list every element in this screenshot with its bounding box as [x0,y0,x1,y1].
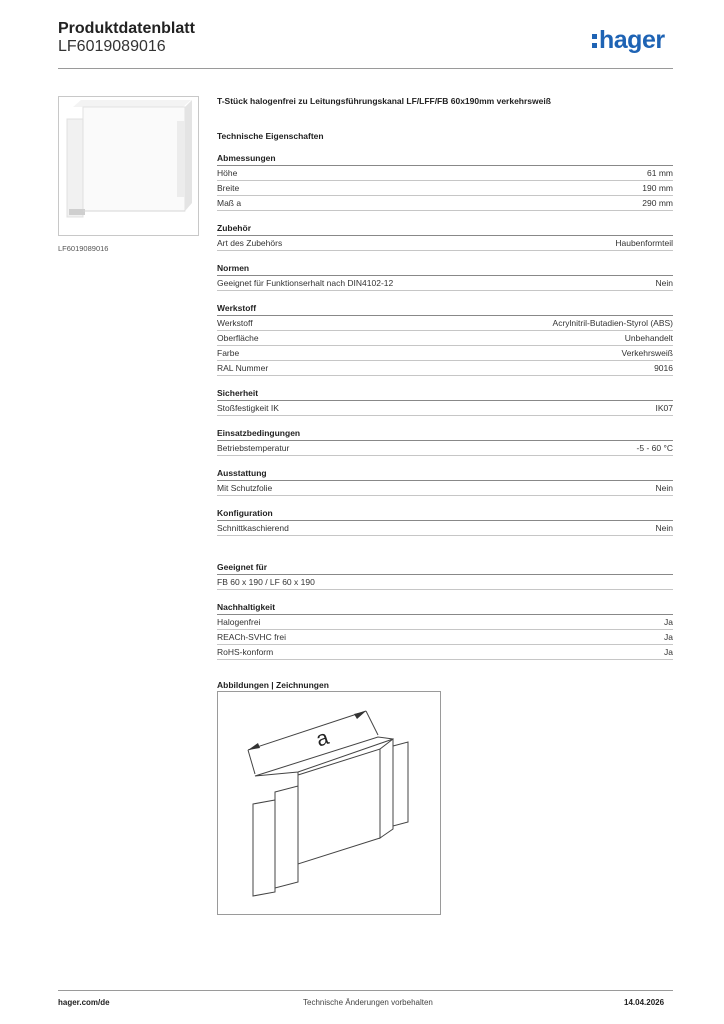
spec-value: 61 mm [647,168,673,178]
section-title: Abmessungen [217,153,673,166]
spec-content [217,96,673,690]
images-heading: Abbildungen | Zeichnungen [217,680,329,690]
spec-value: Nein [655,483,673,493]
spec-label: Art des Zubehörs [217,238,283,248]
spec-value: Nein [655,278,673,288]
spec-row [217,401,673,416]
product-thumbnail [58,96,199,236]
spec-section [217,303,673,376]
section-title: Konfiguration [217,508,673,521]
spec-label: Maß a [217,198,242,208]
spec-label: Halogenfrei [217,617,261,627]
spec-label: FB 60 x 190 / LF 60 x 190 [217,577,315,587]
spec-section [217,388,673,416]
spec-label: Stoßfestigkeit IK [217,403,279,413]
spec-label: RAL Nummer [217,363,269,373]
spec-row [217,361,673,376]
spec-label: Farbe [217,348,240,358]
section-title: Normen [217,263,673,276]
spec-row [217,441,673,456]
spec-section [217,263,673,291]
product-description: T-Stück halogenfrei zu Leitungsführungskanal LF/LFF/FB 60x190mm verkehrsweiß [217,96,551,106]
page-title: Produktdatenblatt [58,20,195,37]
spec-label: Mit Schutzfolie [217,483,273,493]
spec-row [217,316,673,331]
spec-row [217,630,673,645]
spec-label: RoHS-konform [217,647,274,657]
spec-section [217,428,673,456]
spec-value: Ja [664,632,673,642]
spec-section [217,602,673,660]
section-title: Werkstoff [217,303,673,316]
hager-logo [592,26,665,54]
spec-row [217,645,673,660]
section-title: Geeignet für [217,562,673,575]
dimension-a-label: a [313,725,332,752]
t-piece-drawing-icon [218,692,440,914]
section-title: Sicherheit [217,388,673,401]
spec-value: Unbehandelt [624,333,673,343]
footer-divider [58,990,673,991]
footer-note: Technische Änderungen vorbehalten [303,998,433,1007]
spec-label: Schnittkaschierend [217,523,289,533]
spec-value: IK07 [655,403,673,413]
spec-row [217,521,673,536]
spec-row [217,346,673,361]
spec-row [217,481,673,496]
product-photo-icon [59,97,198,235]
spec-label: Betriebstemperatur [217,443,290,453]
spec-label: REACh-SVHC frei [217,632,286,642]
spec-value: -5 - 60 °C [636,443,673,453]
footer-website: hager.com/de [58,998,110,1007]
section-title: Einsatzbedingungen [217,428,673,441]
spec-value: Nein [655,523,673,533]
spec-row [217,575,673,590]
footer-date: 14.04.2026 [624,998,665,1007]
product-code: LF6019089016 [58,38,166,55]
spec-value: Ja [664,617,673,627]
spec-row [217,196,673,211]
logo-dots-icon [592,26,597,54]
spec-section [217,508,673,536]
spec-label: Werkstoff [217,318,253,328]
spec-label: Geeignet für Funktionserhalt nach DIN4102-12 [217,278,394,288]
header-divider [58,68,673,69]
spec-row [217,276,673,291]
spec-sections [217,153,673,660]
spec-row [217,181,673,196]
spec-section [217,468,673,496]
spec-label: Oberfläche [217,333,259,343]
spec-value: Acrylnitril-Butadien-Styrol (ABS) [552,318,673,328]
section-title: Zubehör [217,223,673,236]
logo-text: hager [599,26,665,54]
spec-value: 9016 [654,363,673,373]
tech-heading: Technische Eigenschaften [217,131,324,141]
spec-value: 190 mm [642,183,673,193]
spec-value: 290 mm [642,198,673,208]
section-title: Nachhaltigkeit [217,602,673,615]
spec-section [217,562,673,590]
technical-drawing [217,691,441,915]
thumbnail-caption: LF6019089016 [58,244,109,253]
spec-section [217,223,673,251]
spec-row [217,166,673,181]
spec-value: Verkehrsweiß [621,348,673,358]
spec-value: Ja [664,647,673,657]
spec-label: Breite [217,183,240,193]
spec-value: Haubenformteil [615,238,673,248]
spec-row [217,331,673,346]
spec-row [217,236,673,251]
spec-section [217,153,673,211]
section-title: Ausstattung [217,468,673,481]
spec-label: Höhe [217,168,238,178]
spec-row [217,615,673,630]
